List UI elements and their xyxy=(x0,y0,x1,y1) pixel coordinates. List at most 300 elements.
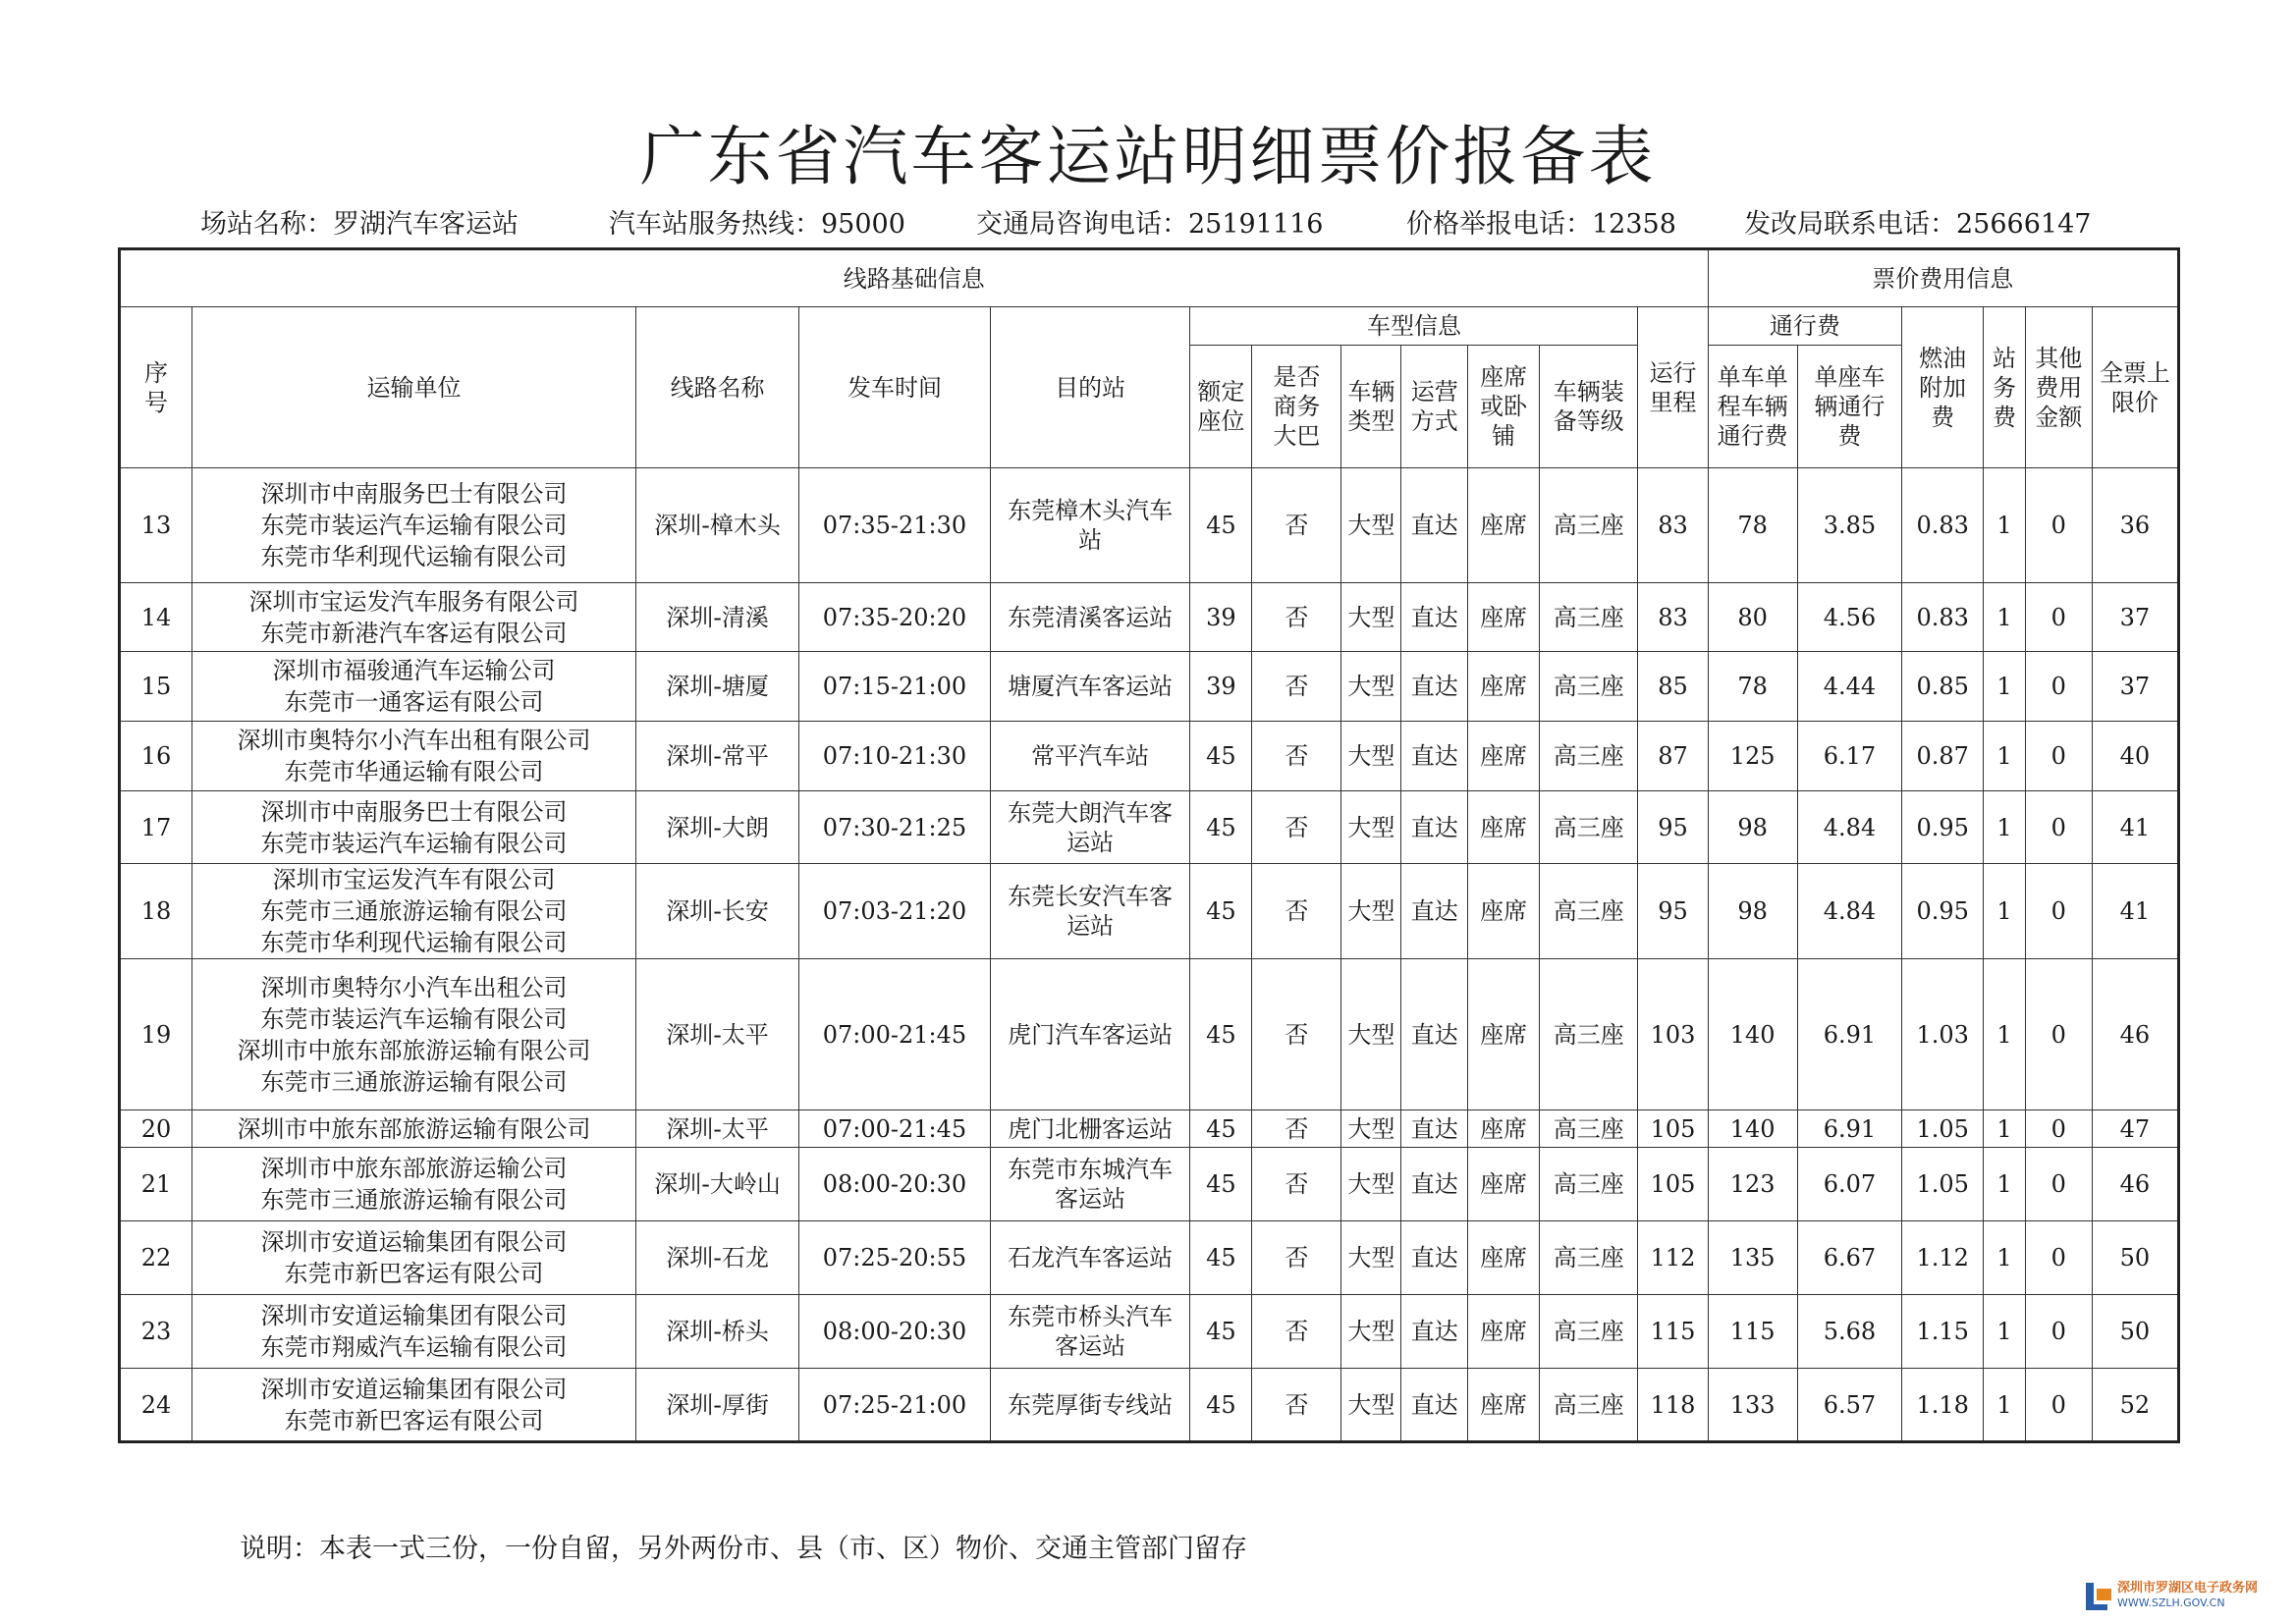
cell-mileage: 85 xyxy=(1638,652,1708,722)
cell-full-fare: 36 xyxy=(2092,468,2178,583)
header-seats: 额定座位 xyxy=(1190,346,1252,468)
cell-seq: 21 xyxy=(120,1148,192,1221)
cell-carriers xyxy=(191,583,635,652)
traffic-value: 25191116 xyxy=(1188,209,1324,240)
header-grade: 车辆装备等级 xyxy=(1540,346,1638,468)
cell-carriers-line: 深圳市安道运输集团有限公司 xyxy=(260,1375,568,1403)
table-row xyxy=(120,722,2179,791)
cell-fuel: 1.18 xyxy=(1902,1369,1984,1442)
cell-carriers xyxy=(191,791,635,864)
cell-carriers-line: 东莞市华通运输有限公司 xyxy=(284,758,544,785)
station-label: 场站名称： xyxy=(200,209,333,240)
cell-carriers-line: 东莞市装运汽车运输有限公司 xyxy=(260,512,568,539)
table-row xyxy=(120,1221,2179,1295)
cell-full-fare: 46 xyxy=(2092,1148,2178,1221)
table-row xyxy=(120,1369,2179,1442)
cell-carriers xyxy=(191,1295,635,1369)
cell-destination xyxy=(990,864,1190,959)
cell-route: 深圳-樟木头 xyxy=(635,468,798,583)
cell-mode: 直达 xyxy=(1401,722,1468,791)
cell-carriers-line: 东莞市新港汽车客运有限公司 xyxy=(260,619,568,647)
cell-destination xyxy=(990,583,1190,652)
fare-table xyxy=(118,247,2180,1443)
cell-mode: 直达 xyxy=(1401,1221,1468,1295)
cell-carriers xyxy=(191,864,635,959)
cell-route: 深圳-塘厦 xyxy=(635,652,798,722)
cell-departure: 08:00-20:30 xyxy=(799,1295,991,1369)
cell-destination-line: 虎门汽车客运站 xyxy=(1008,1020,1174,1049)
cell-carriers-line: 深圳市奥特尔小汽车出租有限公司 xyxy=(237,727,591,754)
cell-route: 深圳-桥头 xyxy=(635,1295,798,1369)
cell-business: 否 xyxy=(1252,791,1341,864)
station-value: 罗湖汽车客运站 xyxy=(333,209,519,240)
cell-destination-line: 东莞长安汽车客 xyxy=(1008,883,1174,910)
cell-business: 否 xyxy=(1252,583,1341,652)
cell-destination-line: 东莞市桥头汽车 xyxy=(1008,1303,1174,1330)
cell-toll-seat: 4.44 xyxy=(1797,652,1901,722)
cell-fuel: 1.15 xyxy=(1902,1295,1984,1369)
cell-full-fare: 50 xyxy=(2092,1221,2178,1295)
cell-station-fee: 1 xyxy=(1984,864,2026,959)
cell-grade: 高三座 xyxy=(1540,468,1638,583)
header-toll: 通行费 xyxy=(1708,307,1902,346)
table-row xyxy=(120,1148,2179,1221)
table-row xyxy=(120,583,2179,652)
cell-carriers xyxy=(191,1148,635,1221)
cell-carriers xyxy=(191,722,635,791)
cell-berth: 座席 xyxy=(1468,652,1540,722)
cell-other-fee: 0 xyxy=(2025,1295,2092,1369)
cell-mileage: 95 xyxy=(1638,864,1708,959)
cell-grade: 高三座 xyxy=(1540,1110,1638,1148)
cell-berth: 座席 xyxy=(1468,583,1540,652)
cell-seats: 45 xyxy=(1190,791,1252,864)
cell-seats: 45 xyxy=(1190,1148,1252,1221)
cell-mode: 直达 xyxy=(1401,652,1468,722)
price-value: 12358 xyxy=(1592,209,1676,240)
cell-station-fee: 1 xyxy=(1984,1369,2026,1442)
cell-other-fee: 0 xyxy=(2025,1369,2092,1442)
cell-carriers-line: 深圳市安道运输集团有限公司 xyxy=(260,1302,568,1329)
header-full-fare: 全票上限价 xyxy=(2092,307,2178,468)
cell-route: 深圳-清溪 xyxy=(635,583,798,652)
cell-berth: 座席 xyxy=(1468,1148,1540,1221)
cell-vtype: 大型 xyxy=(1341,959,1401,1110)
cell-carriers xyxy=(191,468,635,583)
cell-business: 否 xyxy=(1252,722,1341,791)
table-row xyxy=(120,959,2179,1110)
cell-destination-line: 塘厦汽车客运站 xyxy=(1008,673,1174,700)
header-other-fee: 其他费用金额 xyxy=(2025,307,2092,468)
cell-mode: 直达 xyxy=(1401,1295,1468,1369)
cell-full-fare: 37 xyxy=(2092,652,2178,722)
cell-toll-seat: 4.84 xyxy=(1797,791,1901,864)
cell-berth: 座席 xyxy=(1468,959,1540,1110)
header-fuel: 燃油附加费 xyxy=(1902,307,1984,468)
cell-departure: 07:10-21:30 xyxy=(799,722,991,791)
cell-carriers-line: 深圳市宝运发汽车服务有限公司 xyxy=(248,587,579,616)
cell-carriers-line: 东莞市三通旅游运输有限公司 xyxy=(260,1067,568,1096)
cell-route: 深圳-太平 xyxy=(635,959,798,1110)
cell-seats: 45 xyxy=(1190,1369,1252,1442)
cell-business: 否 xyxy=(1252,1369,1341,1442)
cell-destination-line: 客运站 xyxy=(1055,1185,1126,1213)
cell-grade: 高三座 xyxy=(1540,583,1638,652)
cell-carriers-line: 深圳市中南服务巴士有限公司 xyxy=(260,797,568,826)
ndrc-phone xyxy=(1744,202,2091,241)
cell-toll-seat: 3.85 xyxy=(1797,468,1901,583)
cell-toll-vehicle: 135 xyxy=(1708,1221,1797,1295)
cell-other-fee: 0 xyxy=(2025,583,2092,652)
cell-toll-seat: 4.84 xyxy=(1797,864,1901,959)
cell-destination-line: 运站 xyxy=(1066,828,1115,856)
cell-carriers-line: 东莞市装运汽车运输有限公司 xyxy=(260,829,568,857)
cell-destination-line: 虎门北栅客运站 xyxy=(1008,1114,1174,1143)
cell-mileage: 83 xyxy=(1638,583,1708,652)
cell-grade: 高三座 xyxy=(1540,1221,1638,1295)
cell-business: 否 xyxy=(1252,652,1341,722)
watermark-title: 深圳市罗湖区电子政务网 xyxy=(2117,1581,2259,1596)
cell-fuel: 0.83 xyxy=(1902,468,1984,583)
cell-carriers-line: 东莞市三通旅游运输有限公司 xyxy=(260,897,568,925)
cell-departure: 07:00-21:45 xyxy=(799,959,991,1110)
header-destination: 目的站 xyxy=(990,307,1190,468)
cell-toll-seat: 6.07 xyxy=(1797,1148,1901,1221)
cell-destination-line: 东莞市东城汽车 xyxy=(1008,1156,1174,1183)
cell-carriers-line: 深圳市中南服务巴士有限公司 xyxy=(260,480,568,508)
cell-grade: 高三座 xyxy=(1540,652,1638,722)
table-row xyxy=(120,791,2179,864)
ndrc-label: 发改局联系电话： xyxy=(1744,209,1956,240)
cell-destination-line: 运站 xyxy=(1066,912,1115,940)
cell-carriers-line: 深圳市安道运输集团有限公司 xyxy=(260,1228,568,1256)
cell-grade: 高三座 xyxy=(1540,864,1638,959)
cell-business: 否 xyxy=(1252,1148,1341,1221)
cell-seq: 23 xyxy=(120,1295,192,1369)
cell-destination xyxy=(990,791,1190,864)
cell-carriers-line: 东莞市翔威汽车运输有限公司 xyxy=(260,1333,568,1361)
price-report-phone xyxy=(1406,202,1676,241)
cell-full-fare: 41 xyxy=(2092,864,2178,959)
cell-mileage: 95 xyxy=(1638,791,1708,864)
cell-carriers-line: 东莞市新巴客运有限公司 xyxy=(284,1406,544,1434)
table-row xyxy=(120,1110,2179,1148)
cell-carriers xyxy=(191,1110,635,1148)
station-info-bar xyxy=(0,202,2296,242)
cell-fuel: 0.95 xyxy=(1902,791,1984,864)
cell-fuel: 1.05 xyxy=(1902,1110,1984,1148)
cell-carriers xyxy=(191,959,635,1110)
cell-berth: 座席 xyxy=(1468,1110,1540,1148)
cell-business: 否 xyxy=(1252,959,1341,1110)
cell-carriers xyxy=(191,1221,635,1295)
cell-toll-vehicle: 78 xyxy=(1708,652,1797,722)
cell-fuel: 0.87 xyxy=(1902,722,1984,791)
cell-berth: 座席 xyxy=(1468,864,1540,959)
cell-destination-line: 东莞大朗汽车客 xyxy=(1008,798,1174,827)
header-vehicle-info: 车型信息 xyxy=(1190,307,1638,346)
cell-business: 否 xyxy=(1252,1221,1341,1295)
cell-toll-vehicle: 133 xyxy=(1708,1369,1797,1442)
watermark-text xyxy=(2117,1581,2258,1610)
cell-carriers-line: 东莞市华利现代运输有限公司 xyxy=(260,929,568,956)
cell-destination-line: 东莞厚街专线站 xyxy=(1008,1390,1174,1419)
cell-business: 否 xyxy=(1252,1295,1341,1369)
cell-vtype: 大型 xyxy=(1341,468,1401,583)
cell-mode: 直达 xyxy=(1401,1148,1468,1221)
cell-toll-vehicle: 140 xyxy=(1708,959,1797,1110)
cell-toll-vehicle: 80 xyxy=(1708,583,1797,652)
cell-carriers-line: 东莞市新巴客运有限公司 xyxy=(284,1260,544,1287)
cell-station-fee: 1 xyxy=(1984,1110,2026,1148)
cell-departure: 07:00-21:45 xyxy=(799,1110,991,1148)
cell-other-fee: 0 xyxy=(2025,1221,2092,1295)
cell-toll-seat: 6.57 xyxy=(1797,1369,1901,1442)
header-fare-info: 票价费用信息 xyxy=(1708,249,2178,307)
page-title: 广东省汽车客运站明细票价报备表 xyxy=(639,119,1657,194)
cell-destination-line: 东莞樟木头汽车 xyxy=(1008,497,1174,524)
cell-full-fare: 50 xyxy=(2092,1295,2178,1369)
cell-berth: 座席 xyxy=(1468,722,1540,791)
cell-mileage: 105 xyxy=(1638,1148,1708,1221)
cell-other-fee: 0 xyxy=(2025,1110,2092,1148)
header-berth: 座席或卧铺 xyxy=(1468,346,1540,468)
header-mileage: 运行里程 xyxy=(1638,307,1708,468)
cell-carriers xyxy=(191,652,635,722)
cell-other-fee: 0 xyxy=(2025,791,2092,864)
cell-seats: 45 xyxy=(1190,722,1252,791)
cell-destination xyxy=(990,652,1190,722)
cell-mileage: 103 xyxy=(1638,959,1708,1110)
cell-mileage: 83 xyxy=(1638,468,1708,583)
traffic-phone xyxy=(976,202,1323,241)
cell-grade: 高三座 xyxy=(1540,1148,1638,1221)
ndrc-value: 25666147 xyxy=(1956,209,2092,240)
cell-fuel: 1.12 xyxy=(1902,1221,1984,1295)
hotline xyxy=(609,202,905,241)
cell-route: 深圳-常平 xyxy=(635,722,798,791)
watermark-url: WWW.SZLH.GOV.CN xyxy=(2117,1596,2225,1609)
cell-route: 深圳-大朗 xyxy=(635,791,798,864)
cell-business: 否 xyxy=(1252,1110,1341,1148)
cell-station-fee: 1 xyxy=(1984,652,2026,722)
cell-business: 否 xyxy=(1252,864,1341,959)
cell-destination xyxy=(990,1369,1190,1442)
cell-toll-seat: 6.91 xyxy=(1797,1110,1901,1148)
cell-fuel: 0.95 xyxy=(1902,864,1984,959)
cell-destination-line: 东莞清溪客运站 xyxy=(1008,603,1174,631)
cell-carriers xyxy=(191,1369,635,1442)
cell-vtype: 大型 xyxy=(1341,1369,1401,1442)
cell-carriers-line: 东莞市华利现代运输有限公司 xyxy=(260,543,568,570)
traffic-label: 交通局咨询电话： xyxy=(976,209,1188,240)
header-carrier: 运输单位 xyxy=(191,307,635,468)
header-station-fee: 站务费 xyxy=(1984,307,2026,468)
cell-berth: 座席 xyxy=(1468,791,1540,864)
cell-fuel: 1.05 xyxy=(1902,1148,1984,1221)
cell-seats: 45 xyxy=(1190,1295,1252,1369)
cell-station-fee: 1 xyxy=(1984,791,2026,864)
cell-seq: 19 xyxy=(120,959,192,1110)
table-row xyxy=(120,864,2179,959)
cell-toll-vehicle: 140 xyxy=(1708,1110,1797,1148)
cell-departure: 07:35-20:20 xyxy=(799,583,991,652)
cell-mode: 直达 xyxy=(1401,864,1468,959)
cell-seq: 14 xyxy=(120,583,192,652)
cell-full-fare: 40 xyxy=(2092,722,2178,791)
cell-full-fare: 52 xyxy=(2092,1369,2178,1442)
cell-seq: 22 xyxy=(120,1221,192,1295)
cell-seq: 24 xyxy=(120,1369,192,1442)
hotline-label: 汽车站服务热线： xyxy=(609,209,821,240)
header-toll-seat: 单座车辆通行费 xyxy=(1797,346,1901,468)
cell-departure: 07:25-20:55 xyxy=(799,1221,991,1295)
cell-departure: 07:30-21:25 xyxy=(799,791,991,864)
cell-grade: 高三座 xyxy=(1540,722,1638,791)
cell-carriers-line: 深圳市中旅东部旅游运输有限公司 xyxy=(237,1114,591,1143)
cell-mode: 直达 xyxy=(1401,1369,1468,1442)
cell-other-fee: 0 xyxy=(2025,864,2092,959)
cell-other-fee: 0 xyxy=(2025,959,2092,1110)
cell-destination xyxy=(990,1221,1190,1295)
hotline-value: 95000 xyxy=(821,209,905,240)
cell-carriers-line: 深圳市宝运发汽车有限公司 xyxy=(272,866,556,893)
cell-grade: 高三座 xyxy=(1540,959,1638,1110)
cell-seats: 45 xyxy=(1190,864,1252,959)
cell-carriers-line: 深圳市中旅东部旅游运输有限公司 xyxy=(237,1036,591,1064)
cell-seats: 45 xyxy=(1190,468,1252,583)
fare-table-body xyxy=(120,468,2179,1442)
cell-station-fee: 1 xyxy=(1984,1148,2026,1221)
header-vtype: 车辆类型 xyxy=(1341,346,1401,468)
cell-route: 深圳-太平 xyxy=(635,1110,798,1148)
cell-seats: 39 xyxy=(1190,652,1252,722)
government-logo-icon xyxy=(2084,1579,2113,1612)
cell-route: 深圳-石龙 xyxy=(635,1221,798,1295)
cell-vtype: 大型 xyxy=(1341,864,1401,959)
cell-grade: 高三座 xyxy=(1540,791,1638,864)
cell-vtype: 大型 xyxy=(1341,583,1401,652)
cell-other-fee: 0 xyxy=(2025,468,2092,583)
cell-grade: 高三座 xyxy=(1540,1295,1638,1369)
cell-toll-vehicle: 78 xyxy=(1708,468,1797,583)
cell-departure: 08:00-20:30 xyxy=(799,1148,991,1221)
cell-carriers-line: 东莞市装运汽车运输有限公司 xyxy=(260,1004,568,1033)
cell-grade: 高三座 xyxy=(1540,1369,1638,1442)
cell-seq: 17 xyxy=(120,791,192,864)
cell-toll-vehicle: 125 xyxy=(1708,722,1797,791)
cell-station-fee: 1 xyxy=(1984,1221,2026,1295)
cell-toll-seat: 4.56 xyxy=(1797,583,1901,652)
cell-seq: 13 xyxy=(120,468,192,583)
cell-fuel: 1.03 xyxy=(1902,959,1984,1110)
cell-destination xyxy=(990,722,1190,791)
station-name xyxy=(200,202,519,241)
cell-mileage: 118 xyxy=(1638,1369,1708,1442)
cell-route: 深圳-大岭山 xyxy=(635,1148,798,1221)
cell-destination xyxy=(990,1110,1190,1148)
cell-route: 深圳-厚街 xyxy=(635,1369,798,1442)
cell-vtype: 大型 xyxy=(1341,722,1401,791)
cell-mileage: 87 xyxy=(1638,722,1708,791)
cell-toll-seat: 6.67 xyxy=(1797,1221,1901,1295)
cell-seq: 16 xyxy=(120,722,192,791)
header-toll-vehicle: 单车单程车辆通行费 xyxy=(1708,346,1797,468)
cell-carriers-line: 深圳市福骏通汽车运输公司 xyxy=(272,657,556,684)
cell-destination-line: 石龙汽车客运站 xyxy=(1008,1244,1174,1271)
table-row xyxy=(120,652,2179,722)
cell-full-fare: 41 xyxy=(2092,791,2178,864)
cell-mileage: 105 xyxy=(1638,1110,1708,1148)
cell-other-fee: 0 xyxy=(2025,1148,2092,1221)
cell-departure: 07:15-21:00 xyxy=(799,652,991,722)
cell-destination xyxy=(990,959,1190,1110)
cell-carriers-line: 东莞市一通客运有限公司 xyxy=(284,688,544,716)
cell-mode: 直达 xyxy=(1401,959,1468,1110)
cell-station-fee: 1 xyxy=(1984,1295,2026,1369)
cell-destination xyxy=(990,1295,1190,1369)
cell-berth: 座席 xyxy=(1468,468,1540,583)
cell-seq: 15 xyxy=(120,652,192,722)
header-seq: 序号 xyxy=(120,307,192,468)
cell-other-fee: 0 xyxy=(2025,722,2092,791)
cell-berth: 座席 xyxy=(1468,1369,1540,1442)
cell-vtype: 大型 xyxy=(1341,1295,1401,1369)
cell-full-fare: 46 xyxy=(2092,959,2178,1110)
cell-departure: 07:03-21:20 xyxy=(799,864,991,959)
cell-vtype: 大型 xyxy=(1341,1110,1401,1148)
cell-mode: 直达 xyxy=(1401,791,1468,864)
watermark xyxy=(2084,1577,2290,1616)
cell-vtype: 大型 xyxy=(1341,1148,1401,1221)
cell-route: 深圳-长安 xyxy=(635,864,798,959)
cell-station-fee: 1 xyxy=(1984,583,2026,652)
cell-toll-vehicle: 123 xyxy=(1708,1148,1797,1221)
cell-station-fee: 1 xyxy=(1984,468,2026,583)
cell-station-fee: 1 xyxy=(1984,722,2026,791)
cell-mode: 直达 xyxy=(1401,583,1468,652)
cell-departure: 07:35-21:30 xyxy=(799,468,991,583)
cell-seats: 45 xyxy=(1190,1221,1252,1295)
price-label: 价格举报电话： xyxy=(1406,209,1592,240)
cell-destination-line: 常平汽车站 xyxy=(1031,742,1150,770)
header-route-basic: 线路基础信息 xyxy=(120,249,1709,307)
cell-carriers-line: 深圳市中旅东部旅游运输公司 xyxy=(260,1155,568,1182)
cell-full-fare: 37 xyxy=(2092,583,2178,652)
cell-fuel: 0.83 xyxy=(1902,583,1984,652)
cell-carriers-line: 深圳市奥特尔小汽车出租公司 xyxy=(260,973,568,1001)
header-route: 线路名称 xyxy=(635,307,798,468)
cell-toll-vehicle: 98 xyxy=(1708,791,1797,864)
cell-mode: 直达 xyxy=(1401,468,1468,583)
table-row xyxy=(120,468,2179,583)
cell-business: 否 xyxy=(1252,468,1341,583)
cell-vtype: 大型 xyxy=(1341,652,1401,722)
cell-departure: 07:25-21:00 xyxy=(799,1369,991,1442)
cell-toll-seat: 6.91 xyxy=(1797,959,1901,1110)
cell-other-fee: 0 xyxy=(2025,652,2092,722)
cell-toll-vehicle: 98 xyxy=(1708,864,1797,959)
cell-destination xyxy=(990,468,1190,583)
footnote: 说明：本表一式三份，一份自留，另外两份市、县（市、区）物价、交通主管部门留存 xyxy=(240,1534,1247,1564)
cell-berth: 座席 xyxy=(1468,1221,1540,1295)
cell-fuel: 0.85 xyxy=(1902,652,1984,722)
cell-full-fare: 47 xyxy=(2092,1110,2178,1148)
cell-carriers-line: 东莞市三通旅游运输有限公司 xyxy=(260,1186,568,1214)
header-business: 是否商务大巴 xyxy=(1252,346,1341,468)
cell-toll-seat: 6.17 xyxy=(1797,722,1901,791)
cell-destination xyxy=(990,1148,1190,1221)
